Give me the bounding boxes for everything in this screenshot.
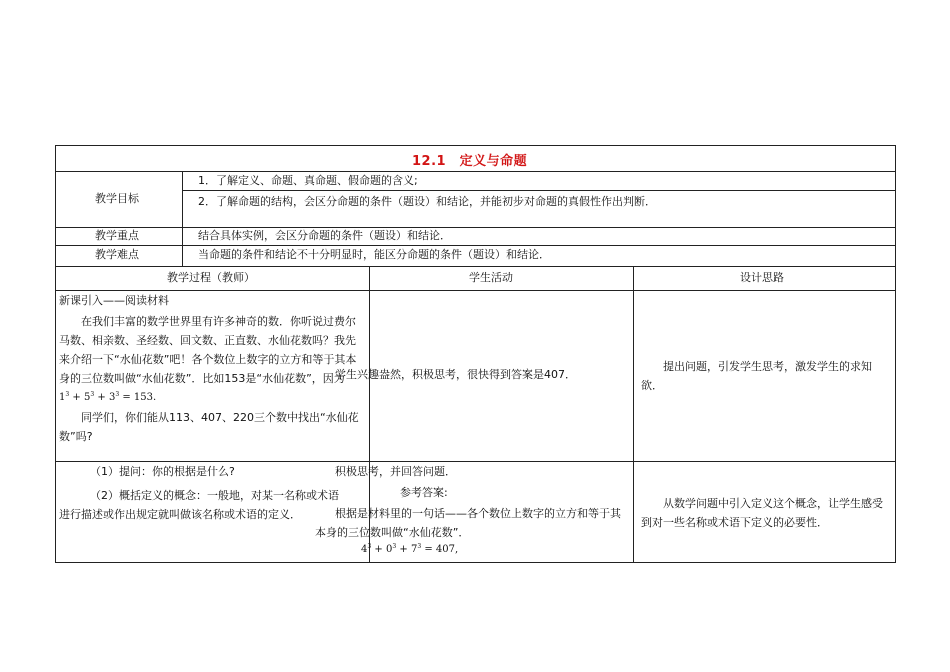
formula-exponent: 3 (115, 391, 120, 398)
formula-exponent: 3 (392, 543, 397, 550)
key-points-text: 结合具体实例，会区分命题的条件（题设）和结论． (198, 229, 451, 242)
table-border-left (55, 145, 56, 563)
table-border-bottom (55, 562, 896, 563)
formula-exponent: 3 (367, 543, 372, 550)
section1-design-idea: 提出问题，引发学生思考，激发学生的求知欲． (641, 360, 872, 392)
formula-operator: + (97, 392, 106, 403)
formula-term: 3 (108, 392, 116, 403)
formula-term: 0 (385, 544, 393, 555)
difficulties-label: 教学难点 (95, 248, 139, 261)
formula-operator: + (399, 544, 408, 555)
formula-result: 153 (133, 392, 153, 403)
formula-operator: + (374, 544, 383, 555)
formula-result: 407 (435, 544, 455, 555)
formula-term: 5 (83, 392, 91, 403)
objectives-label: 教学目标 (95, 192, 139, 205)
objective-item-2: 2．了解命题的结构，会区分命题的条件（题设）和结论，并能初步对命题的真假性作出判断． (198, 195, 656, 208)
table-rule (55, 266, 896, 267)
table-border-right (895, 145, 896, 563)
table-rule (55, 461, 896, 462)
formula-term: 7 (410, 544, 418, 555)
formula-period: . (153, 392, 157, 403)
section2-question-1: （1）提问：你的根据是什么? (90, 465, 235, 478)
table-rule (182, 171, 183, 266)
formula-term: 1 (59, 392, 66, 403)
table-rule (182, 190, 896, 191)
table-border-top (55, 145, 896, 146)
objective-item-1: 1．了解定义、命题、真命题、假命题的含义; (198, 174, 418, 187)
section1-material-text: 在我们丰富的数学世界里有许多神奇的数．你听说过费尔马数、相亲数、圣经数、回文数、正直数、水仙花数吗？我先来介绍一下“水仙花数”吧！各个数位上数字的立方和等于其本身的三位数叫做“水仙花数”．比如153是“水仙花数”，因为 (59, 315, 357, 385)
section1-formula (59, 386, 156, 407)
table-rule (633, 266, 634, 563)
section1-heading: 新课引入——阅读材料 (59, 294, 169, 307)
formula-operator: = (122, 392, 131, 403)
header-teacher: 教学过程（教师） (167, 271, 255, 284)
section2-definition-text: （2）概括定义的概念：一般地，对某一名称或术语进行描述或作出规定就叫做该名称或术语的定义． (59, 489, 339, 521)
formula-exponent: 3 (417, 543, 422, 550)
formula-comma: , (455, 544, 459, 555)
section1-question-text: 同学们，你们能从113、407、220三个数中找出“水仙花数”吗? (59, 411, 359, 443)
section2-formula (361, 538, 458, 559)
table-rule (55, 290, 896, 291)
formula-operator: + (72, 392, 81, 403)
section1-student-activity: 学生兴趣盎然，积极思考，很快得到答案是407． (335, 368, 576, 381)
formula-term: 4 (361, 544, 368, 555)
formula-exponent: 3 (65, 391, 70, 398)
section2-design-idea: 从数学问题中引入定义这个概念，让学生感受到对一些名称或术语下定义的必要性． (641, 497, 883, 529)
page-title: 12.1 定义与命题 (412, 154, 528, 169)
formula-exponent: 3 (90, 391, 95, 398)
formula-operator: = (424, 544, 433, 555)
difficulties-text: 当命题的条件和结论不十分明显时，能区分命题的条件（题设）和结论． (198, 248, 550, 261)
section2-answer-text: 根据是材料里的一句话——各个数位上数字的立方和等于其本身的三位数叫做“水仙花数”． (315, 507, 621, 539)
key-points-label: 教学重点 (95, 229, 139, 242)
header-design: 设计思路 (740, 271, 784, 284)
section2-student-activity: 积极思考，并回答问题． (335, 465, 456, 478)
section2-answer-label: 参考答案: (400, 486, 448, 499)
header-student: 学生活动 (469, 271, 513, 284)
